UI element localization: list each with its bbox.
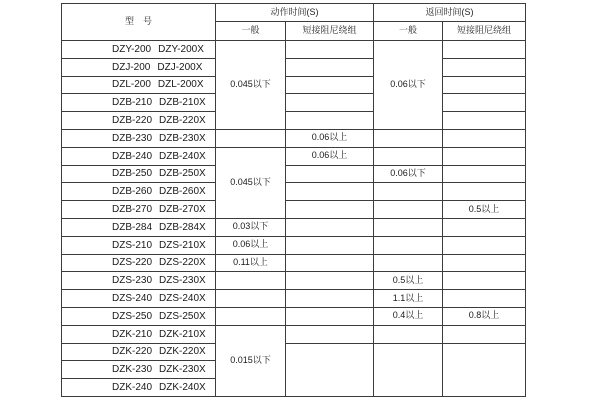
- return-general-value: 0.4以上: [374, 307, 443, 325]
- return-damping-empty: [443, 325, 526, 343]
- action-general-value: 0.045以下: [216, 41, 286, 130]
- model-name: DZB-270: [112, 204, 153, 216]
- model-name: DZB-210: [112, 97, 153, 109]
- action-general-value: 0.015以下: [216, 325, 286, 396]
- action-damping-empty: [286, 343, 374, 396]
- model-cell: [62, 343, 216, 361]
- model-name-x: DZB-230X: [159, 132, 206, 144]
- model-name-x: DZB-250X: [159, 168, 206, 180]
- relay-timing-table: [61, 3, 526, 397]
- model-name-x: DZK-220X: [159, 346, 206, 358]
- model-name: DZB-240: [112, 150, 153, 162]
- model-name-x: DZB-260X: [159, 186, 206, 198]
- table-row: [62, 325, 526, 343]
- action-damping-value: 0.06以上: [286, 147, 374, 165]
- model-cell: [62, 307, 216, 325]
- action-general-value: 0.045以下: [216, 147, 286, 218]
- model-cell: [62, 361, 216, 379]
- action-general-empty: [216, 129, 286, 147]
- table-row: [62, 272, 526, 290]
- model-cell: [62, 201, 216, 219]
- action-damping-empty: [286, 183, 374, 201]
- model-cell: [62, 41, 216, 59]
- return-general-value: 0.06以下: [374, 41, 443, 130]
- action-damping-value: 0.06以上: [286, 129, 374, 147]
- model-cell: [62, 147, 216, 165]
- action-damping-empty: [286, 41, 374, 59]
- table-row: [62, 112, 526, 130]
- return-general-empty: [374, 147, 443, 165]
- model-name-x: DZS-240X: [159, 293, 206, 305]
- return-general-empty: [374, 183, 443, 201]
- action-general-empty: [216, 290, 286, 308]
- action-damping-empty: [286, 254, 374, 272]
- return-damping-empty: [443, 218, 526, 236]
- model-name-x: DZS-250X: [159, 310, 206, 322]
- return-general-empty: [374, 236, 443, 254]
- action-general-value: 0.06以上: [216, 236, 286, 254]
- model-cell: [62, 290, 216, 308]
- model-name-x: DZB-240X: [159, 150, 206, 162]
- action-damping-empty: [286, 76, 374, 94]
- col-header-action-general: 一般: [216, 22, 286, 41]
- action-damping-empty: [286, 218, 374, 236]
- return-general-value: 0.5以上: [374, 272, 443, 290]
- return-general-value: 0.06以下: [374, 165, 443, 183]
- return-general-empty: [374, 254, 443, 272]
- model-cell: [62, 218, 216, 236]
- action-damping-empty: [286, 236, 374, 254]
- model-name-x: DZY-200X: [158, 43, 204, 55]
- action-damping-empty: [286, 94, 374, 112]
- model-cell: [62, 58, 216, 76]
- table-row: [62, 290, 526, 308]
- action-damping-empty: [286, 307, 374, 325]
- model-cell: [62, 94, 216, 112]
- return-damping-empty: [443, 236, 526, 254]
- action-damping-empty: [286, 201, 374, 219]
- model-name: DZS-240: [112, 293, 153, 305]
- model-name: DZK-240: [112, 382, 153, 394]
- table-row: [62, 41, 526, 59]
- table-row: [62, 76, 526, 94]
- table-row: [62, 201, 526, 219]
- model-name: DZY-200: [112, 43, 152, 55]
- model-name: DZK-220: [112, 346, 153, 358]
- model-name-x: DZS-210X: [159, 239, 206, 251]
- return-general-empty: [374, 325, 443, 343]
- model-name: DZB-284: [112, 221, 153, 233]
- model-name: DZL-200: [112, 79, 151, 91]
- col-header-action-time: 动作时间(S): [216, 4, 374, 22]
- table-row: [62, 343, 526, 361]
- model-name: DZK-230: [112, 364, 153, 376]
- return-damping-empty: [443, 343, 526, 396]
- model-name: DZS-250: [112, 310, 153, 322]
- col-header-return-damping: 短接阻尼绕组: [443, 22, 526, 41]
- col-header-return-time: 返回时间(S): [374, 4, 526, 22]
- model-name: DZJ-200: [112, 61, 151, 73]
- return-damping-empty: [443, 147, 526, 165]
- model-cell: [62, 236, 216, 254]
- return-damping-empty: [443, 290, 526, 308]
- return-damping-empty: [443, 112, 526, 130]
- spec-table-container: [61, 3, 526, 397]
- action-damping-empty: [286, 165, 374, 183]
- model-cell: [62, 165, 216, 183]
- model-cell: [62, 272, 216, 290]
- model-name-x: DZB-270X: [159, 204, 206, 216]
- action-damping-empty: [286, 325, 374, 343]
- model-name: DZS-230: [112, 275, 153, 287]
- model-cell: [62, 183, 216, 201]
- return-damping-empty: [443, 254, 526, 272]
- model-name: DZB-260: [112, 186, 153, 198]
- return-general-empty: [374, 201, 443, 219]
- action-general-empty: [216, 272, 286, 290]
- model-name-x: DZB-284X: [159, 221, 206, 233]
- model-name: DZS-210: [112, 239, 153, 251]
- return-damping-empty: [443, 94, 526, 112]
- action-general-value: 0.11以上: [216, 254, 286, 272]
- model-name: DZB-220: [112, 115, 153, 127]
- return-general-empty: [374, 218, 443, 236]
- model-name-x: DZK-210X: [159, 328, 206, 340]
- table-row: [62, 307, 526, 325]
- return-damping-empty: [443, 272, 526, 290]
- model-cell: [62, 129, 216, 147]
- table-row: [62, 165, 526, 183]
- return-damping-value: 0.5以上: [443, 201, 526, 219]
- table-row: [62, 236, 526, 254]
- action-damping-empty: [286, 112, 374, 130]
- return-damping-empty: [443, 41, 526, 59]
- table-row: [62, 147, 526, 165]
- model-cell: [62, 112, 216, 130]
- model-cell: [62, 325, 216, 343]
- model-name-x: DZK-240X: [159, 382, 206, 394]
- return-damping-empty: [443, 76, 526, 94]
- model-name: DZB-230: [112, 132, 153, 144]
- table-row: [62, 94, 526, 112]
- col-header-model: 型 号: [62, 4, 216, 41]
- return-general-value: 1.1以上: [374, 290, 443, 308]
- return-general-empty: [374, 343, 443, 396]
- return-damping-empty: [443, 183, 526, 201]
- model-name: DZS-220: [112, 257, 153, 269]
- action-damping-empty: [286, 290, 374, 308]
- col-header-return-general: 一般: [374, 22, 443, 41]
- table-row: [62, 58, 526, 76]
- table-row: [62, 218, 526, 236]
- model-name-x: DZS-220X: [159, 257, 206, 269]
- table-row: [62, 183, 526, 201]
- table-row: [62, 129, 526, 147]
- model-name: DZB-250: [112, 168, 153, 180]
- return-damping-empty: [443, 58, 526, 76]
- model-name-x: DZS-230X: [159, 275, 206, 287]
- model-cell: [62, 254, 216, 272]
- action-damping-empty: [286, 272, 374, 290]
- action-damping-empty: [286, 58, 374, 76]
- model-name-x: DZB-220X: [159, 115, 206, 127]
- model-name-x: DZB-210X: [159, 97, 206, 109]
- model-cell: [62, 379, 216, 397]
- model-name-x: DZL-200X: [157, 79, 204, 91]
- model-name-x: DZJ-200X: [157, 61, 203, 73]
- return-general-empty: [374, 129, 443, 147]
- model-name-x: DZK-230X: [159, 364, 206, 376]
- return-damping-value: 0.8以上: [443, 307, 526, 325]
- return-damping-empty: [443, 165, 526, 183]
- model-cell: [62, 76, 216, 94]
- model-name: DZK-210: [112, 328, 153, 340]
- table-row: [62, 254, 526, 272]
- return-damping-empty: [443, 129, 526, 147]
- action-general-value: 0.03以下: [216, 218, 286, 236]
- action-general-empty: [216, 307, 286, 325]
- col-header-action-damping: 短接阻尼绕组: [286, 22, 374, 41]
